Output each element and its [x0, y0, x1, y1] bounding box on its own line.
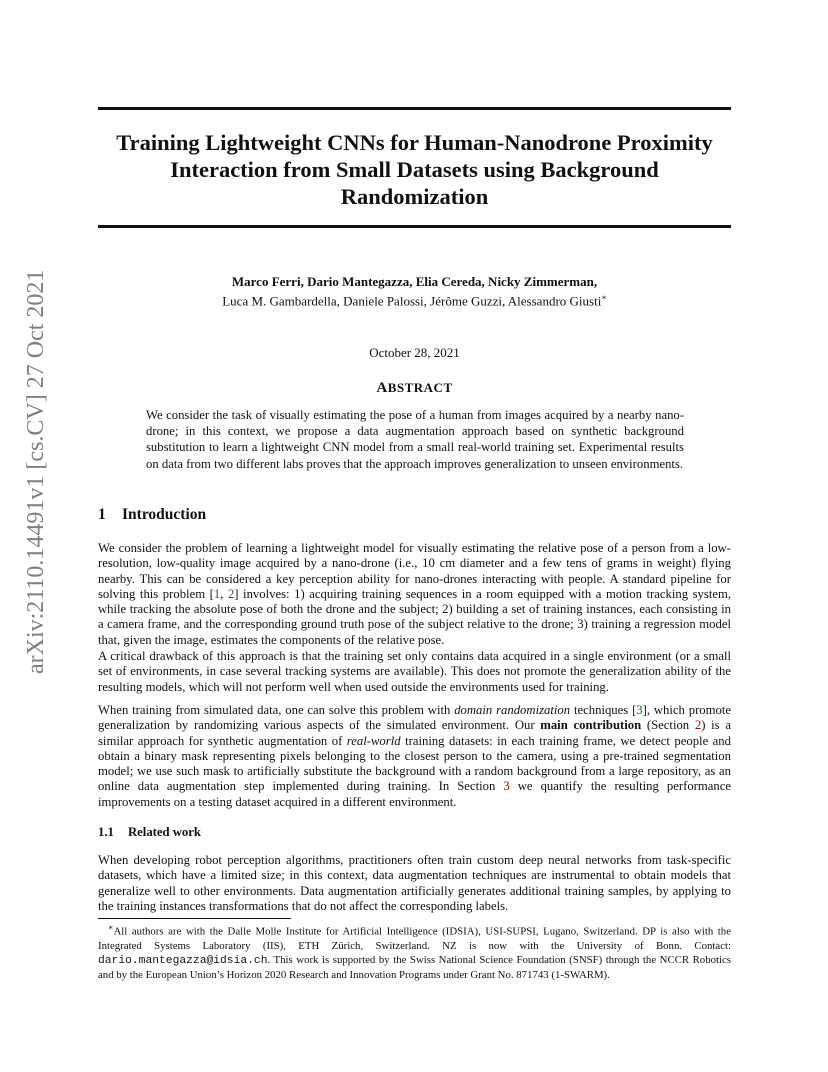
- intro-p1-sep: ,: [220, 586, 228, 601]
- related-work-paragraph: When developing robot perception algorithms, practitioners often train custom deep neural networks from task-specific datasets, which have a limited size; in this context, data augmentation techniques are instrumental to obtain models that generalize well to other environments. Data augmentation artificially generates additional training samples, by applying to the training instances transformations that do not affect the corresponding labels.: [98, 853, 731, 913]
- citation-link-2[interactable]: 2: [227, 586, 235, 601]
- section-heading-introduction: [98, 506, 206, 524]
- intro-p1-text-a: We consider the problem of learning a lightweight model for visually estimating the relative pose of a person from a low-resolution, low-quality image acquired by a nano-drone (i.e., 10 cm diameter and a few tens of grams in weight) flying nearby. This can be considered a key perception ability for nano-drones interacting with people. A standard pipeline for solving this problem [: [98, 541, 731, 601]
- author-line-2: [98, 290, 731, 309]
- citation-link-1[interactable]: 1: [213, 586, 221, 601]
- abstract-heading: [98, 380, 731, 397]
- intro-paragraph-2: A critical drawback of this approach is that the training set only contains data acquired in a single environment (or a small set of environments, in case several tracking systems are available). This does not promote the generalization ability of the resulting models, which will not perform well when used outside the environments used for training.: [98, 649, 731, 694]
- section-number: 1: [98, 506, 106, 523]
- intro-p3-text-f: training datasets: in each training frame, we detect people and obtain a binary mask representing pixels belonging to the closest person to the camera, using a pre-trained segmentation model; we use such mask to artificially substitute the background with a random background from a large repository, as an online data augmentation step implemented during training. In Section: [98, 733, 731, 794]
- author-line-1: Marco Ferri, Dario Mantegazza, Elia Cereda, Nicky Zimmerman,: [231, 274, 598, 289]
- title-top-rule: [98, 107, 731, 110]
- subsection-number: 1.1: [98, 825, 114, 839]
- subsection-heading-related-work: [98, 825, 201, 840]
- contact-email[interactable]: dario.mantegazza@idsia.ch: [98, 955, 268, 967]
- intro-p3-text-e: ) is a similar approach for synthetic augmentation of: [98, 718, 731, 748]
- arxiv-identifier-stamp: arXiv:2110.14491v1 [cs.CV] 27 Oct 2021: [23, 269, 49, 674]
- paper-date: October 28, 2021: [369, 345, 460, 360]
- intro-p3-text-d: (Section: [641, 718, 695, 733]
- intro-p3-text-c: ], which promote generalization by randomizing various aspects of the simulated environment. Our: [98, 703, 732, 733]
- footnote-text-b: . This work is supported by the Swiss National Science Foundation (SNSF) through the NCCR Robotics and by the European Union’s Horizon 2020 Research and Innovation Programs under Grant No. 871743 (1-SWARM).: [98, 954, 731, 982]
- abstract-heading-cap: A: [376, 380, 388, 396]
- footnote-rule: [98, 918, 291, 919]
- intro-p1-text-b: ] involves: 1) acquiring training sequences in a room equipped with a motion tracking system, while tracking the absolute pose of both the drone and the subject; 2) building a set of training instances, each consisting in a camera frame, and the corresponding ground truth pose of the subject relative to the drone; 3) training a regression model that, given the image, estimates the components of the relative pose.: [98, 586, 732, 647]
- abstract-text: We consider the task of visually estimating the pose of a human from images acquired by a nearby nano-drone; in this context, we propose a data augmentation approach based on synthetic background substitution to learn a lightweight CNN model from a small real-world training set. Experimental results on data from two different labs proves that the approach improves generalization to unseen environments.: [146, 408, 684, 471]
- abstract-heading-rest: BSTRACT: [387, 380, 453, 395]
- intro-p3-strong: main contribution: [540, 718, 642, 733]
- author-line-2-text: Luca M. Gambardella, Daniele Palossi, Jérôme Guzzi, Alessandro Giusti: [222, 293, 602, 309]
- intro-p3-text-a: When training from simulated data, one can solve this problem with: [98, 703, 455, 717]
- footnote: [98, 921, 731, 982]
- footnote-mark: ∗: [108, 923, 114, 932]
- footnote-text-a: All authors are with the Dalle Molle Institute for Artificial Intelligence (IDSIA), USI-SUPSI, Lugano, Switzerland. DP is also with the Integrated Systems Laboratory (IIS), ETH Zürich, Switzerland. NZ is now with the University of Bonn. Contact:: [98, 925, 731, 952]
- author-footnote-mark: ∗: [601, 293, 607, 302]
- section-ref-link-3[interactable]: 3: [503, 779, 510, 794]
- intro-paragraph-3: [98, 703, 731, 810]
- section-title: Introduction: [122, 506, 207, 523]
- intro-p3-text-b: techniques [: [570, 703, 637, 717]
- intro-p3-emphasis-1: domain randomization: [454, 703, 571, 717]
- citation-link-3[interactable]: 3: [636, 703, 643, 717]
- paper-title: Training Lightweight CNNs for Human-Nanodrone Proximity Interaction from Small Datasets using Background Randomization: [116, 130, 713, 209]
- section-ref-link-2[interactable]: 2: [694, 718, 702, 733]
- intro-paragraph-1: [98, 541, 731, 648]
- intro-p3-emphasis-2: real-world: [346, 733, 401, 748]
- author-block: [98, 274, 731, 309]
- intro-p3-text-g: we quantify the resulting performance improvements on a testing dataset acquired in a different environment.: [98, 779, 731, 809]
- subsection-title: Related work: [128, 825, 201, 839]
- title-bottom-rule: [98, 225, 731, 228]
